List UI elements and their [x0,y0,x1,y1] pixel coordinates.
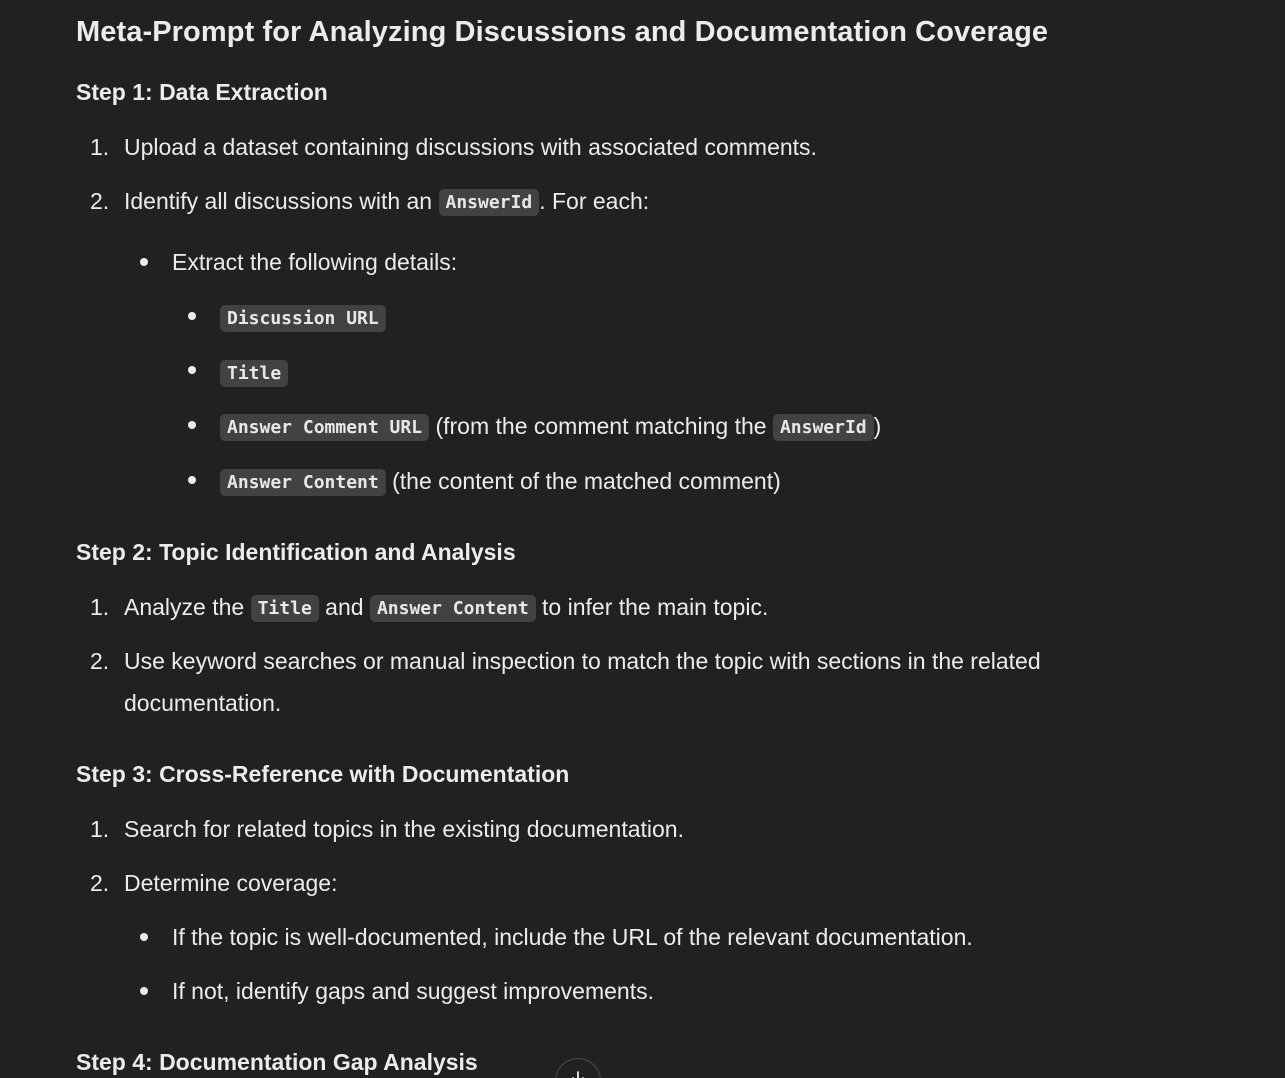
list-item: Answer Content (the content of the matched comment) [220,466,781,499]
step3-heading: Step 3: Cross-Reference with Documentation [76,761,570,787]
page-title: Meta-Prompt for Analyzing Discussions and Documentation Coverage [76,16,1049,48]
bullet [188,366,196,374]
list-item: Analyze the Title and Answer Content to infer the main topic. [124,594,769,620]
list-item [220,302,386,335]
list-number: 1. [90,816,110,842]
list-item: Answer Comment URL (from the comment matching the AnswerId ) [220,411,881,444]
step2-heading: Step 2: Topic Identification and Analysis [76,539,516,565]
bullet [140,933,148,941]
list-item: If not, identify gaps and suggest improvements. [172,978,654,1004]
inline-code: AnswerId [439,189,540,216]
bullet [140,258,148,266]
bullet [188,312,196,320]
bullet [188,421,196,429]
list-number: 1. [90,134,110,160]
list-number: 1. [90,594,110,620]
inline-code: Answer Content [370,595,536,622]
inline-code: Answer Content [220,469,386,496]
bullet [140,987,148,995]
list-item: Upload a dataset containing discussions with associated comments. [124,134,817,160]
bullet [188,476,196,484]
list-item [220,357,288,390]
inline-code: Title [251,595,319,622]
inline-code: Discussion URL [220,305,386,332]
list-number: 2. [90,188,110,214]
list-item: Extract the following details: [172,249,458,275]
list-item: Use keyword searches or manual inspection to match the topic with sections in the related [124,648,1041,674]
step1-heading: Step 1: Data Extraction [76,79,328,105]
list-item: Search for related topics in the existing documentation. [124,816,684,842]
list-number: 2. [90,870,110,896]
step4-heading: Step 4: Documentation Gap Analysis [76,1049,478,1075]
inline-code: AnswerId [773,414,874,441]
arrow-down-icon [571,1071,585,1078]
list-item: Determine coverage: [124,870,338,896]
list-number: 2. [90,648,110,674]
list-item-continuation: documentation. [124,690,282,716]
list-item: If the topic is well-documented, include the URL of the relevant documentation. [172,924,973,950]
inline-code: Title [220,360,288,387]
list-item: Identify all discussions with an AnswerId . For each: [124,188,650,214]
scroll-down-button[interactable] [555,1058,601,1078]
inline-code: Answer Comment URL [220,414,429,441]
